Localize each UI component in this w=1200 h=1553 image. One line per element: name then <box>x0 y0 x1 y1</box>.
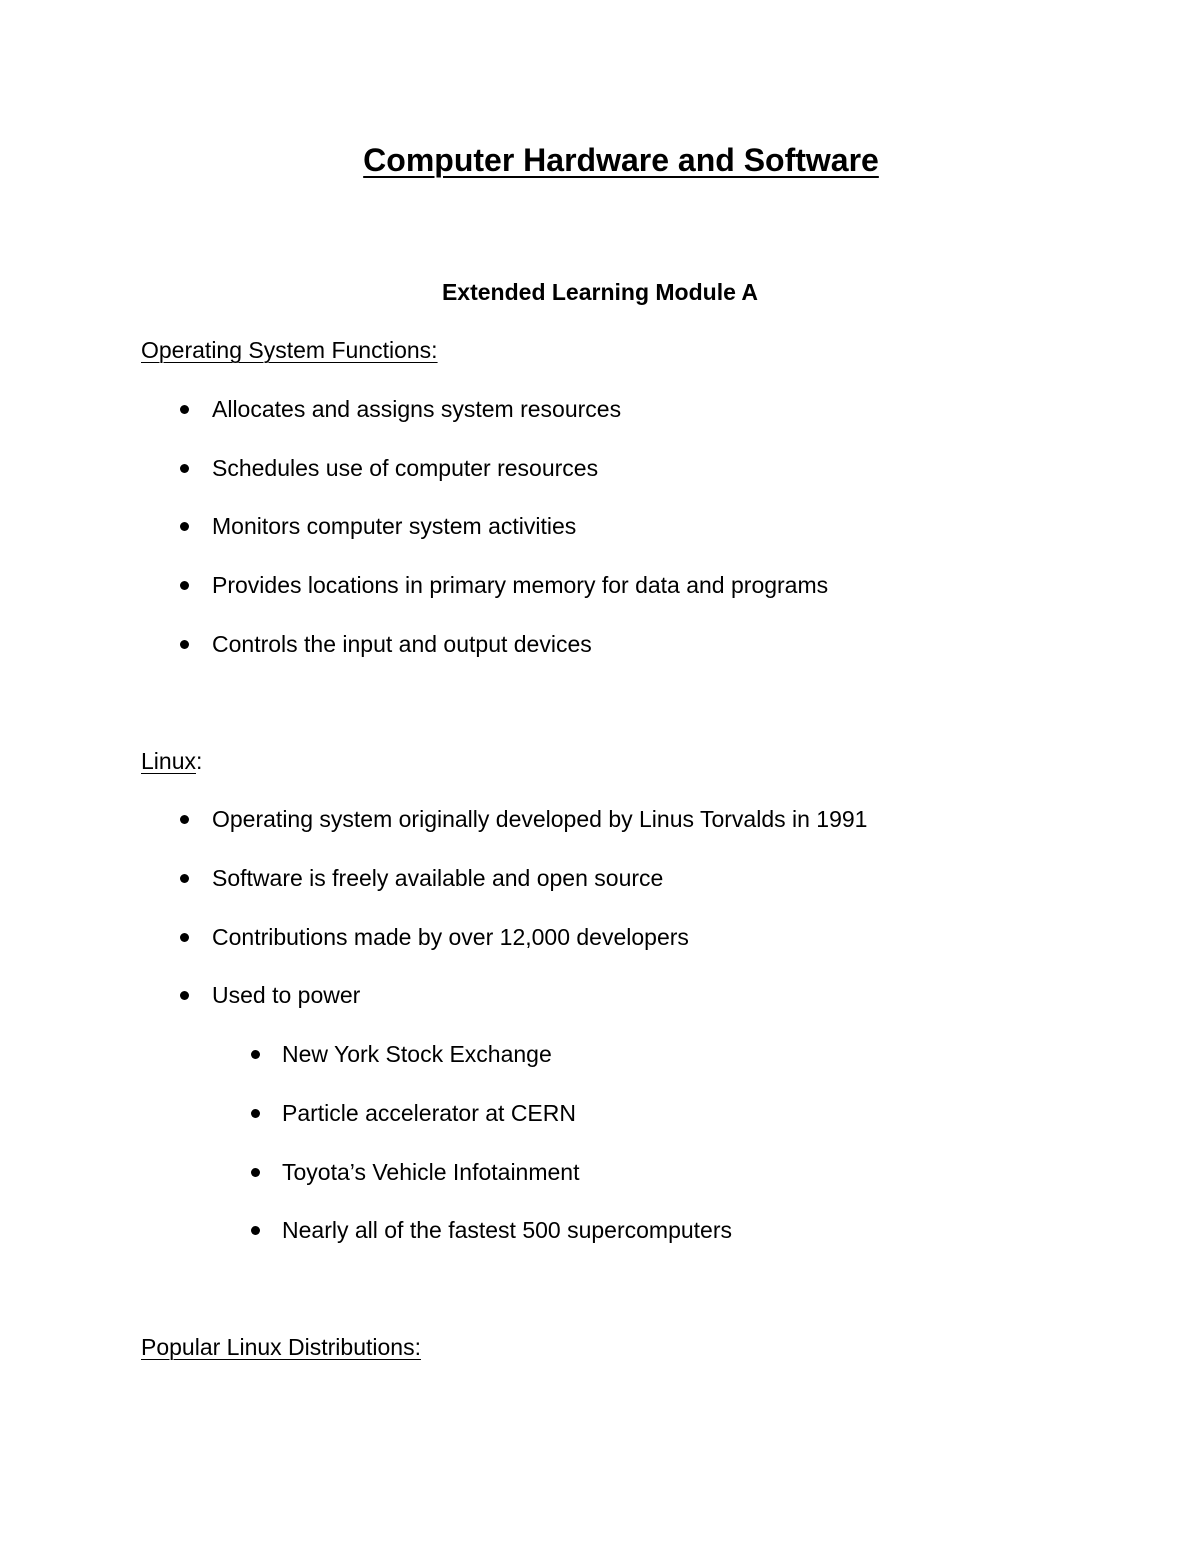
bullet-icon <box>180 933 189 942</box>
linux-sub-item: Toyota’s Vehicle Infotainment <box>282 1159 580 1185</box>
linux-heading <box>141 750 202 773</box>
bullet-icon <box>180 522 189 531</box>
linux-item: Software is freely available and open source <box>212 865 664 891</box>
os-function-item: Schedules use of computer resources <box>212 455 599 481</box>
linux-item: Contributions made by over 12,000 developers <box>212 924 689 950</box>
bullet-icon <box>180 991 189 1000</box>
document-title: Computer Hardware and Software <box>363 142 879 178</box>
os-function-item: Monitors computer system activities <box>212 513 577 539</box>
bullet-icon <box>180 874 189 883</box>
document-subtitle: Extended Learning Module A <box>441 279 759 305</box>
bullet-icon <box>180 640 189 649</box>
os-functions-heading: Operating System Functions: <box>141 337 438 363</box>
linux-heading-colon: : <box>195 748 203 774</box>
linux-sub-item: New York Stock Exchange <box>282 1041 552 1067</box>
linux-item: Operating system originally developed by Linus Torvalds in 1991 <box>212 806 868 832</box>
bullet-icon <box>251 1168 260 1177</box>
bullet-icon <box>251 1050 260 1059</box>
os-function-item: Allocates and assigns system resources <box>212 396 622 422</box>
bullet-icon <box>180 464 189 473</box>
bullet-icon <box>180 581 189 590</box>
linux-sub-item: Nearly all of the fastest 500 supercomputers <box>282 1217 733 1243</box>
bullet-icon <box>180 405 189 414</box>
distributions-heading: Popular Linux Distributions: <box>141 1334 421 1360</box>
linux-heading-text: Linux <box>141 748 196 774</box>
linux-item: Used to power <box>212 982 361 1008</box>
os-function-item: Controls the input and output devices <box>212 631 592 657</box>
os-function-item: Provides locations in primary memory for data and programs <box>212 572 829 598</box>
bullet-icon <box>180 815 189 824</box>
bullet-icon <box>251 1109 260 1118</box>
bullet-icon <box>251 1226 260 1235</box>
linux-sub-item: Particle accelerator at CERN <box>282 1100 576 1126</box>
